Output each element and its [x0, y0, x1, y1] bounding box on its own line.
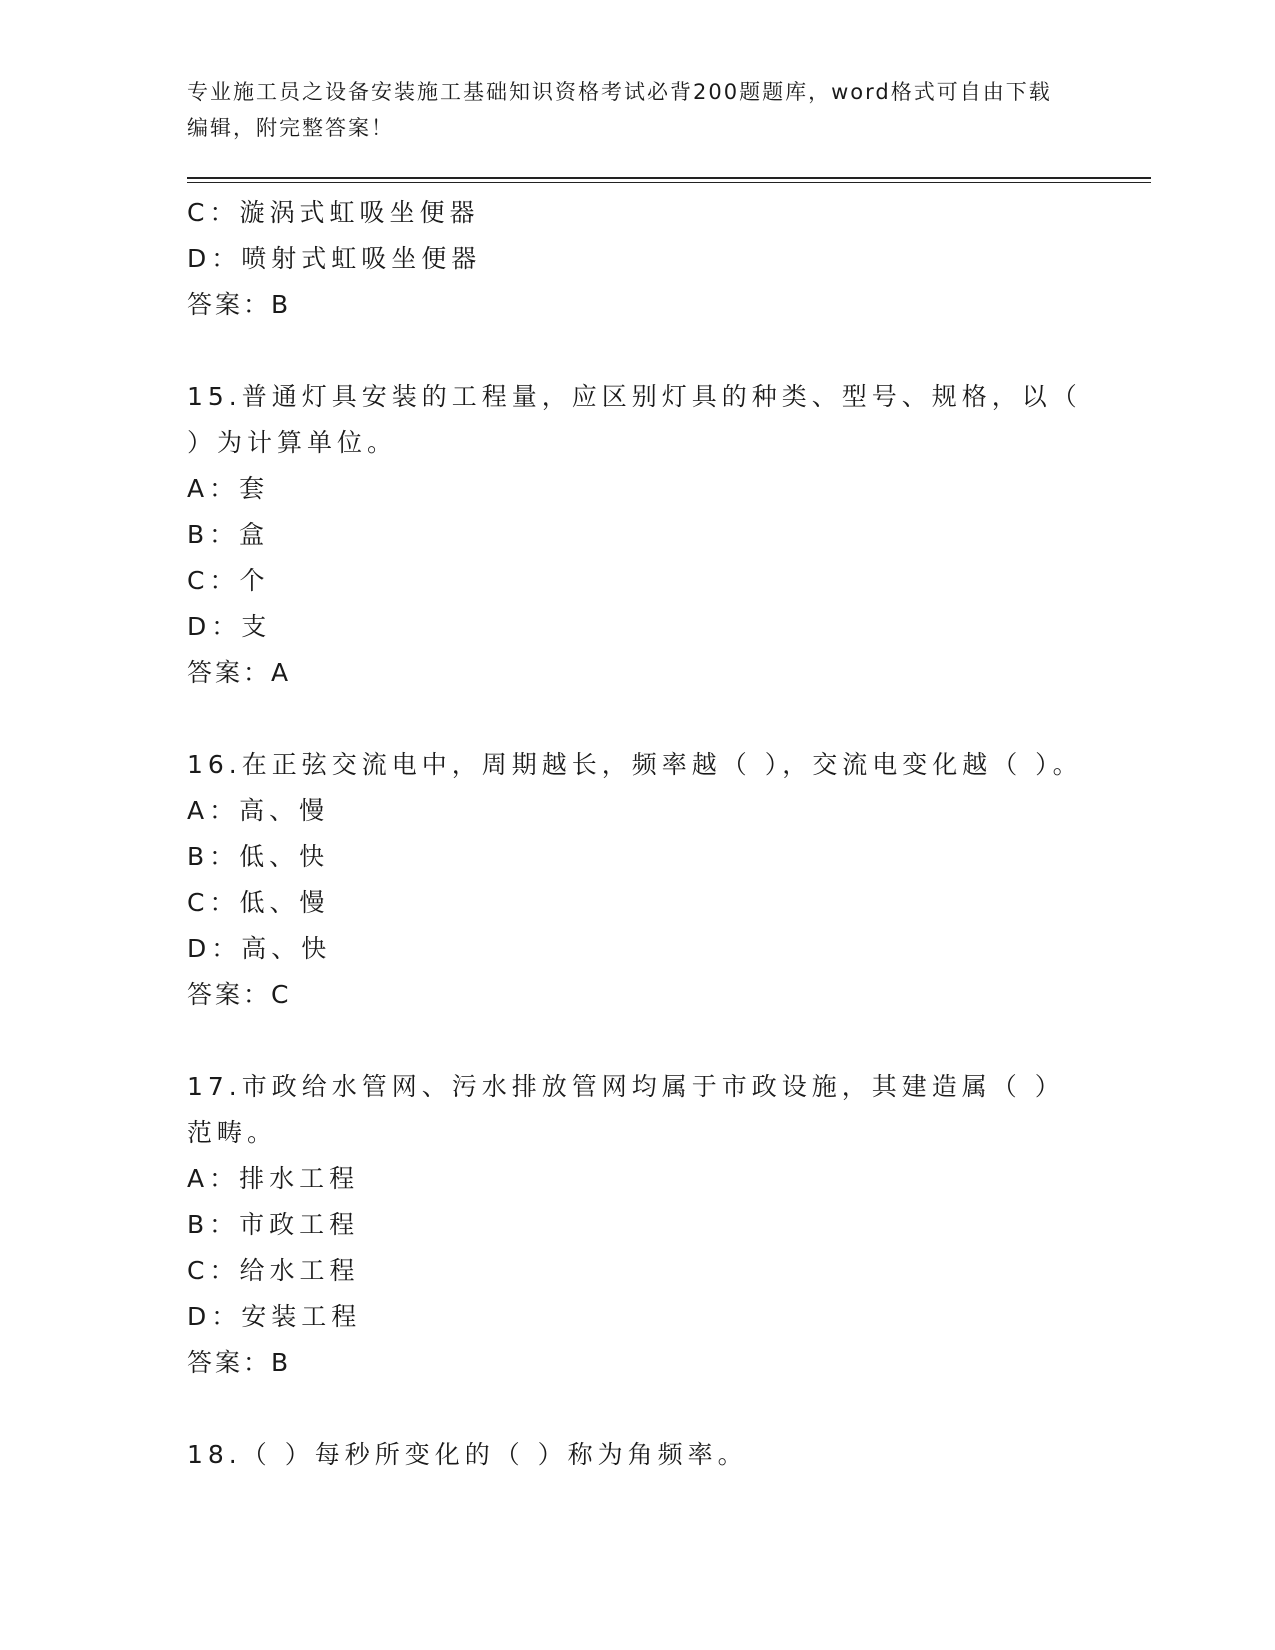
question-stem: 17.市政给水管网、污水排放管网均属于市政设施，其建造属（ ）范畴。 — [187, 1072, 1065, 1147]
option-d: D：喷射式虹吸坐便器 — [187, 244, 482, 273]
option-b: B：市政工程 — [187, 1210, 360, 1239]
question-17 — [187, 1064, 1087, 1386]
option-a: A：套 — [187, 474, 270, 503]
option-d: D：安装工程 — [187, 1302, 362, 1331]
option-b: B：盒 — [187, 520, 270, 549]
option-d: D：支 — [187, 612, 272, 641]
answer-line: 答案：C — [187, 980, 292, 1009]
question-15 — [187, 374, 1087, 696]
option-b: B：低、快 — [187, 842, 330, 871]
document-header: 专业施工员之设备安装施工基础知识资格考试必背200题题库，word格式可自由下载编辑，附完整答案！ — [187, 80, 1052, 140]
option-c: C：低、慢 — [187, 888, 330, 917]
answer-line: 答案：A — [187, 658, 292, 687]
option-c: C：漩涡式虹吸坐便器 — [187, 198, 480, 227]
leading-question-fragment — [187, 190, 1087, 328]
question-16 — [187, 742, 1087, 1018]
option-a: A：排水工程 — [187, 1164, 360, 1193]
option-c: C：个 — [187, 566, 270, 595]
answer-line: 答案：B — [187, 1348, 292, 1377]
header-rule-thick — [187, 177, 1151, 179]
question-content — [187, 190, 1087, 1478]
option-a: A：高、慢 — [187, 796, 330, 825]
answer-line: 答案：B — [187, 290, 292, 319]
question-stem: 16.在正弦交流电中，周期越长，频率越（ ），交流电变化越（ ）。 — [187, 750, 1083, 779]
header-rule-thin — [187, 182, 1151, 183]
question-18 — [187, 1432, 1087, 1478]
option-c: C：给水工程 — [187, 1256, 360, 1285]
option-d: D：高、快 — [187, 934, 332, 963]
question-stem: 18.（ ）每秒所变化的（ ）称为角频率。 — [187, 1440, 748, 1469]
question-stem: 15.普通灯具安装的工程量，应区别灯具的种类、型号、规格，以（ ）为计算单位。 — [187, 382, 1082, 457]
